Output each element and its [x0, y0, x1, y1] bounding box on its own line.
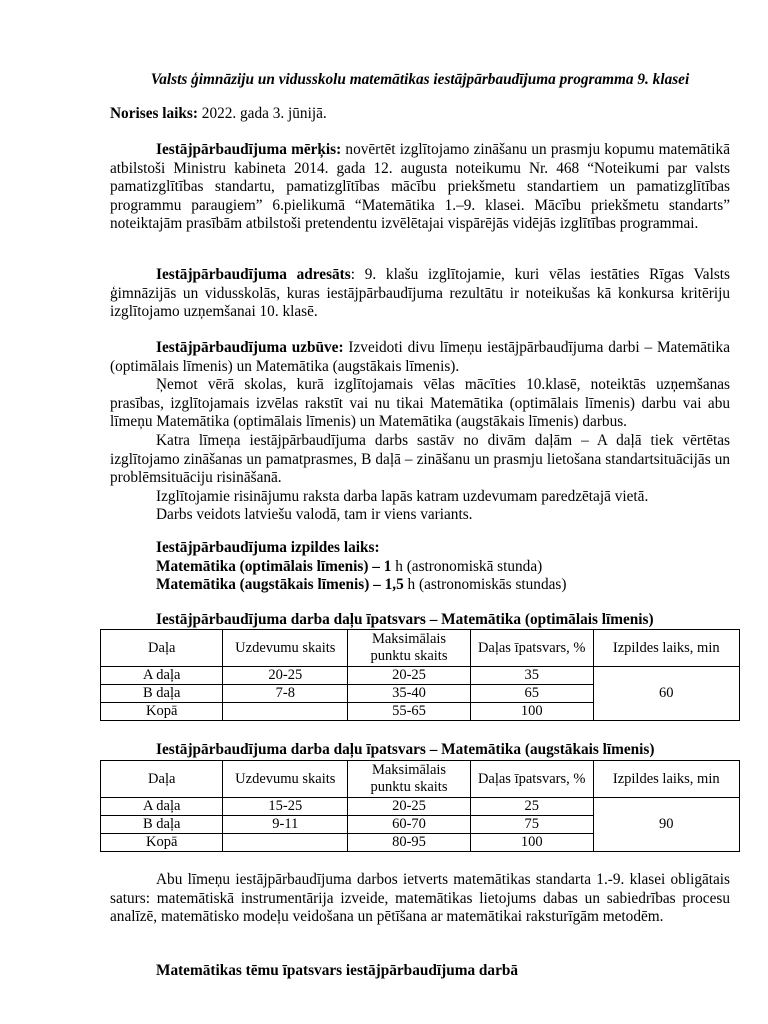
table-cell: 35-40: [348, 685, 471, 703]
table1-caption: Iestājpārbaudījuma darba daļu īpatsvars – Matemātika (optimālais līmenis): [156, 611, 654, 628]
audience-text: : 9. klašu izglītojamie, kuri vēlas iestāties Rīgas Valsts ģimnāzijās un vidusskolās, kuras iestājpārbaudījuma rezultātu ir noteikušas kā konkursa kritēriju izglītojamo uzņemšanai 10. klasē.: [110, 266, 730, 321]
table-cell: 20-25: [223, 667, 348, 685]
col-header-time: Izpildes laiks, min: [593, 630, 739, 667]
table-cell: 35: [470, 667, 593, 685]
col-header-part: Daļa: [101, 761, 223, 798]
table-cell: [223, 703, 348, 721]
table-row: [101, 798, 740, 816]
col-header-max-points: Maksimālais punktu skaits: [348, 630, 471, 667]
table-cell: [223, 834, 348, 852]
purpose-label: Iestājpārbaudījuma mērķis:: [156, 141, 342, 158]
audience-paragraph: [110, 266, 730, 322]
duration-advanced-label: Matemātika (augstākais līmenis) – 1,5: [156, 576, 404, 594]
table-cell: 55-65: [348, 703, 471, 721]
table-header-row: [101, 630, 740, 667]
col-header-tasks: Uzdevumu skaits: [223, 630, 348, 667]
structure-paragraph-3: Katra līmeņa iestājpārbaudījuma darbs sastāv no divām daļām – A daļā tiek vērtētas izglītojamo zināšanas un pamatprasmes, B daļā – zināšanu un prasmju lietošana standartsituācijās un problēmsituāciju risināšanā.: [110, 431, 730, 487]
table-cell: B daļa: [101, 816, 223, 834]
exam-date-label: Norises laiks:: [110, 105, 198, 122]
structure-paragraph-5: Darbs veidots latviešu valodā, tam ir viens variants.: [156, 506, 473, 524]
structure-label: Iestājpārbaudījuma uzbūve:: [156, 339, 344, 356]
duration-heading: Iestājpārbaudījuma izpildes laiks:: [156, 539, 380, 556]
purpose-paragraph: [110, 141, 730, 234]
document-title: Valsts ģimnāziju un vidusskolu matemātikas iestājpārbaudījuma programma 9. klasei: [150, 71, 690, 88]
table-cell: 75: [470, 816, 593, 834]
col-header-part: Daļa: [101, 630, 223, 667]
time-cell: 60: [593, 667, 739, 721]
purpose-text: novērtēt izglītojamo zināšanu un prasmju kopumu matemātikā atbilstoši Ministru kabineta 2014. gada 12. augusta noteikumu Nr. 468 “Noteikumi par valsts pamatizglītības standartu, pamatizglītības mācību priekšmetu standartiem un pamatizglītības programmu paraugiem” 6.pielikumā “Matemātika 1.–9. klasei. Mācību priekšmetu standarts” noteiktajām prasībām atbilstoši pretendentu izvēlētajai vispārējās vidējās izglītības programmai.: [110, 141, 730, 233]
table-cell: 15-25: [223, 798, 348, 816]
table-cell: 25: [470, 798, 593, 816]
table-optimal-level: [100, 629, 740, 721]
col-header-weight: Daļas īpatsvars, %: [470, 630, 593, 667]
structure-text: Izveidoti divu līmeņu iestājpārbaudījuma darbi – Matemātika (optimālais līmenis) un Matemātika (augstākais līmenis).: [110, 339, 730, 375]
table2-caption: Iestājpārbaudījuma darba daļu īpatsvars – Matemātika (augstākais līmenis): [156, 741, 655, 758]
col-header-weight: Daļas īpatsvars, %: [470, 761, 593, 798]
table-cell: A daļa: [101, 798, 223, 816]
table-cell: 100: [470, 834, 593, 852]
time-cell: 90: [593, 798, 739, 852]
topics-heading: Matemātikas tēmu īpatsvars iestājpārbaudījuma darbā: [156, 962, 519, 979]
col-header-tasks: Uzdevumu skaits: [223, 761, 348, 798]
table-cell: 100: [470, 703, 593, 721]
table-advanced-level: [100, 760, 740, 852]
exam-date-paragraph: [110, 105, 730, 124]
structure-paragraph-4: Izglītojamie risinājumu raksta darba lapās katram uzdevumam paredzētajā vietā.: [156, 487, 649, 505]
table-cell: 65: [470, 685, 593, 703]
table-cell: 9-11: [223, 816, 348, 834]
duration-optimal-rest: h (astronomiskā stunda): [391, 557, 543, 575]
exam-date-value: 2022. gada 3. jūnijā.: [197, 105, 327, 122]
table-row: [101, 667, 740, 685]
duration-optimal-label: Matemātika (optimālais līmenis) – 1: [156, 557, 392, 575]
duration-advanced-rest: h (astronomiskās stundas): [403, 576, 567, 594]
audience-label: Iestājpārbaudījuma adresāts: [156, 266, 351, 283]
table-cell: A daļa: [101, 667, 223, 685]
table-cell: 7-8: [223, 685, 348, 703]
structure-section: [110, 339, 730, 525]
content-paragraph: Abu līmeņu iestājpārbaudījuma darbos ietverts matemātikas standarta 1.-9. klasei obligātais saturs: matemātiskā instrumentārija izveide, matemātikas lietojums dabas un sabiedrības procesu analīzē, matemātisko modeļu veidošana un pētīšana ar matemātikai raksturīgām metodēm.: [110, 871, 730, 926]
col-header-time: Izpildes laiks, min: [593, 761, 739, 798]
table-cell: 20-25: [348, 798, 471, 816]
table-cell: B daļa: [101, 685, 223, 703]
table-cell: 60-70: [348, 816, 471, 834]
duration-section: [156, 539, 730, 595]
col-header-max-points: Maksimālais punktu skaits: [348, 761, 471, 798]
table-cell: 80-95: [348, 834, 471, 852]
table-cell: Kopā: [101, 834, 223, 852]
table-cell: 20-25: [348, 667, 471, 685]
structure-paragraph-1: [110, 339, 730, 376]
structure-paragraph-2: Ņemot vērā skolas, kurā izglītojamais vēlas mācīties 10.klasē, noteiktās uzņemšanas prasības, izglītojamais izvēlas rakstīt vai nu tikai Matemātika (optimālais līmenis) darbu vai abu līmeņu Matemātika (optimālais līmenis) un Matemātika (augstākais līmenis) darbus.: [110, 376, 730, 431]
table-cell: Kopā: [101, 703, 223, 721]
table-header-row: [101, 761, 740, 798]
